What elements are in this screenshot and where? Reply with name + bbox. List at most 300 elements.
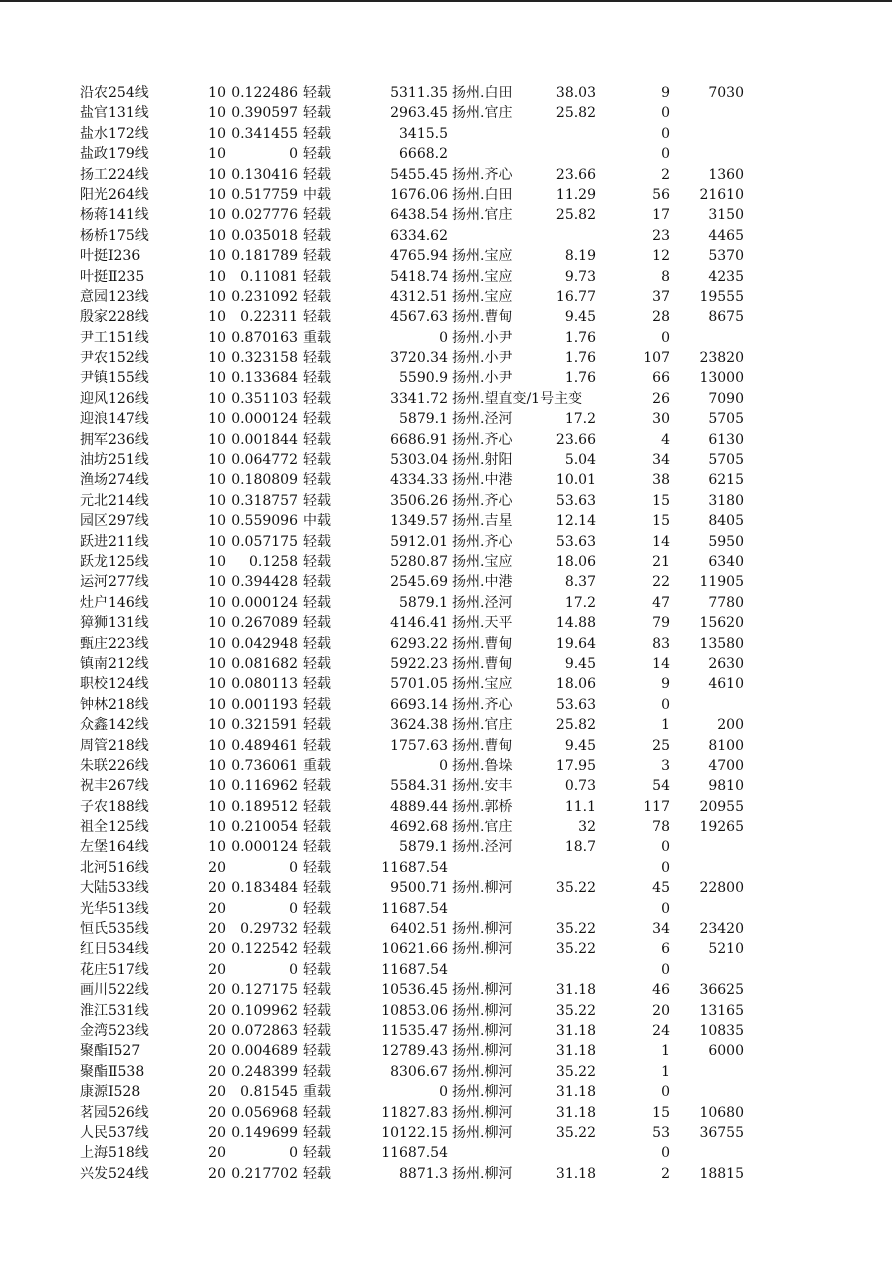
count-cell: 0 (661, 329, 670, 346)
transformer-capacity-cell: 9810 (708, 778, 744, 795)
load-level-cell: 轻载 (303, 961, 331, 978)
count-cell: 24 (652, 1022, 670, 1039)
voltage-cell: 10 (208, 513, 226, 530)
count-cell: 56 (652, 186, 670, 203)
transformer-capacity-cell: 18815 (699, 1165, 744, 1182)
count-cell: 30 (652, 411, 670, 428)
distance-cell: 18.06 (555, 553, 596, 570)
load-ratio-cell: 0.000124 (231, 839, 298, 856)
capacity-cell: 6686.91 (390, 431, 448, 448)
load-level-cell: 轻载 (303, 227, 331, 244)
count-cell: 12 (652, 248, 670, 265)
feeder-name-cell: 康源Ⅰ528 (80, 1084, 141, 1101)
table-row (0, 165, 892, 185)
voltage-cell: 20 (208, 961, 226, 978)
count-cell: 54 (652, 778, 670, 795)
capacity-cell: 5912.01 (390, 533, 448, 550)
capacity-cell: 8306.67 (390, 1063, 448, 1080)
count-cell: 28 (652, 309, 670, 326)
distance-cell: 1.76 (564, 350, 596, 367)
load-level-cell: 轻载 (303, 1002, 331, 1019)
transformer-capacity-cell: 19265 (699, 819, 744, 836)
voltage-cell: 10 (208, 594, 226, 611)
voltage-cell: 10 (208, 737, 226, 754)
count-cell: 21 (652, 553, 670, 570)
transformer-capacity-cell: 11905 (699, 574, 744, 591)
table-row (0, 511, 892, 531)
feeder-name-cell: 大陆533线 (80, 880, 149, 897)
distance-cell: 5.04 (564, 452, 596, 469)
feeder-name-cell: 人民537线 (80, 1124, 149, 1141)
load-ratio-cell: 0.080113 (231, 676, 298, 693)
count-cell: 0 (661, 105, 670, 122)
table-row (0, 572, 892, 592)
load-level-cell: 轻载 (303, 370, 331, 387)
feeder-name-cell: 渔场274线 (80, 472, 149, 489)
transformer-capacity-cell: 21610 (699, 186, 744, 203)
substation-cell: 扬州.官庄 (452, 819, 513, 836)
table-row (0, 124, 892, 144)
count-cell: 66 (652, 370, 670, 387)
load-ratio-cell: 0.116962 (231, 778, 298, 795)
load-level-cell: 轻载 (303, 553, 331, 570)
feeder-name-cell: 北河516线 (80, 859, 149, 876)
capacity-cell: 3415.5 (399, 125, 448, 142)
transformer-capacity-cell: 6340 (708, 553, 744, 570)
feeder-name-cell: 拥军236线 (80, 431, 149, 448)
count-cell: 0 (661, 839, 670, 856)
voltage-cell: 10 (208, 309, 226, 326)
voltage-cell: 10 (208, 553, 226, 570)
count-cell: 34 (652, 452, 670, 469)
substation-cell: 扬州.宝应 (452, 553, 513, 570)
table-row (0, 715, 892, 735)
table-row (0, 246, 892, 266)
voltage-cell: 10 (208, 798, 226, 815)
table-row (0, 776, 892, 796)
distance-cell: 18.7 (564, 839, 596, 856)
load-level-cell: 轻载 (303, 431, 331, 448)
capacity-cell: 3506.26 (390, 492, 448, 509)
load-ratio-cell: 0.183484 (231, 880, 298, 897)
count-cell: 23 (652, 227, 670, 244)
table-row (0, 674, 892, 694)
substation-cell: 扬州.柳河 (452, 1165, 513, 1182)
distance-cell: 11.29 (555, 186, 596, 203)
load-ratio-cell: 0.133684 (231, 370, 298, 387)
feeder-name-cell: 左堡164线 (80, 839, 149, 856)
distance-cell: 17.2 (564, 411, 596, 428)
count-cell: 15 (652, 492, 670, 509)
transformer-capacity-cell: 8675 (708, 309, 744, 326)
table-row (0, 736, 892, 756)
capacity-cell: 5879.1 (399, 594, 448, 611)
capacity-cell: 5418.74 (390, 268, 448, 285)
load-level-cell: 重载 (303, 329, 331, 346)
load-ratio-cell: 0 (289, 146, 298, 163)
table-row (0, 919, 892, 939)
voltage-cell: 10 (208, 146, 226, 163)
load-level-cell: 轻载 (303, 452, 331, 469)
voltage-cell: 10 (208, 778, 226, 795)
substation-cell: 扬州.泾河 (452, 839, 513, 856)
table-row (0, 409, 892, 429)
load-level-cell: 轻载 (303, 676, 331, 693)
load-ratio-cell: 0.180809 (231, 472, 298, 489)
substation-cell: 扬州.吉星 (452, 513, 513, 530)
load-ratio-cell: 0.11081 (240, 268, 298, 285)
load-ratio-cell: 0.29732 (240, 921, 298, 938)
substation-cell: 扬州.柳河 (452, 1124, 513, 1141)
count-cell: 15 (652, 513, 670, 530)
load-level-cell: 轻载 (303, 350, 331, 367)
transformer-capacity-cell: 5370 (708, 248, 744, 265)
distance-cell: 9.45 (564, 737, 596, 754)
voltage-cell: 20 (208, 1022, 226, 1039)
capacity-cell: 5311.35 (390, 85, 448, 101)
feeder-name-cell: 祖全125线 (80, 819, 149, 836)
distance-cell: 16.77 (555, 288, 596, 305)
load-ratio-cell: 0 (289, 900, 298, 917)
capacity-cell: 6402.51 (390, 921, 448, 938)
load-level-cell: 轻载 (303, 696, 331, 713)
load-ratio-cell: 0.149699 (231, 1124, 298, 1141)
transformer-capacity-cell: 4610 (708, 676, 744, 693)
table-row (0, 939, 892, 959)
distance-cell: 38.03 (555, 85, 596, 101)
capacity-cell: 4567.63 (390, 309, 448, 326)
table-row (0, 593, 892, 613)
capacity-cell: 6293.22 (390, 635, 448, 652)
load-ratio-cell: 0.1258 (249, 553, 298, 570)
substation-cell: 扬州.鲁垛 (452, 757, 513, 774)
load-ratio-cell: 0.001193 (231, 696, 298, 713)
count-cell: 9 (661, 85, 670, 101)
load-ratio-cell: 0.189512 (231, 798, 298, 815)
load-ratio-cell: 0.231092 (231, 288, 298, 305)
distance-cell: 31.18 (555, 1022, 596, 1039)
load-ratio-cell: 0.559096 (231, 513, 298, 530)
count-cell: 34 (652, 921, 670, 938)
load-level-cell: 重载 (303, 757, 331, 774)
load-level-cell: 轻载 (303, 819, 331, 836)
transformer-capacity-cell: 4465 (708, 227, 744, 244)
distance-cell: 35.22 (555, 1002, 596, 1019)
distance-cell: 35.22 (555, 921, 596, 938)
distance-cell: 25.82 (555, 105, 596, 122)
voltage-cell: 10 (208, 533, 226, 550)
feeder-name-cell: 元北214线 (80, 492, 149, 509)
substation-cell: 扬州.齐心 (452, 696, 513, 713)
distance-cell: 9.45 (564, 309, 596, 326)
transformer-capacity-cell: 13580 (699, 635, 744, 652)
table-row (0, 756, 892, 776)
transformer-capacity-cell: 7090 (708, 390, 744, 407)
count-cell: 0 (661, 125, 670, 142)
substation-cell: 扬州.官庄 (452, 717, 513, 734)
load-ratio-cell: 0.517759 (231, 186, 298, 203)
transformer-capacity-cell: 7780 (708, 594, 744, 611)
distance-cell: 53.63 (555, 492, 596, 509)
capacity-cell: 6438.54 (390, 207, 448, 224)
substation-cell: 扬州.小尹 (452, 329, 513, 346)
count-cell: 25 (652, 737, 670, 754)
capacity-cell: 5455.45 (390, 166, 448, 183)
voltage-cell: 10 (208, 350, 226, 367)
voltage-cell: 20 (208, 1145, 226, 1162)
load-ratio-cell: 0.210054 (231, 819, 298, 836)
transformer-capacity-cell: 5210 (708, 941, 744, 958)
feeder-name-cell: 众鑫142线 (80, 717, 149, 734)
table-row (0, 1103, 892, 1123)
feeder-name-cell: 意园123线 (80, 288, 149, 305)
capacity-cell: 4889.44 (390, 798, 448, 815)
voltage-cell: 20 (208, 1043, 226, 1060)
capacity-cell: 5922.23 (390, 655, 448, 672)
load-ratio-cell: 0.181789 (231, 248, 298, 265)
load-ratio-cell: 0.22311 (240, 309, 298, 326)
transformer-capacity-cell: 4235 (708, 268, 744, 285)
feeder-name-cell: 运河277线 (80, 574, 149, 591)
table-row (0, 267, 892, 287)
substation-cell: 扬州.中港 (452, 574, 513, 591)
load-level-cell: 轻载 (303, 900, 331, 917)
load-ratio-cell: 0.057175 (231, 533, 298, 550)
load-ratio-cell: 0.267089 (231, 615, 298, 632)
distance-cell: 35.22 (555, 880, 596, 897)
count-cell: 0 (661, 1084, 670, 1101)
capacity-cell: 0 (439, 329, 448, 346)
substation-cell: 扬州.宝应 (452, 676, 513, 693)
capacity-cell: 12789.43 (381, 1043, 448, 1060)
distance-cell: 31.18 (555, 1165, 596, 1182)
voltage-cell: 10 (208, 839, 226, 856)
substation-cell: 扬州.小尹 (452, 370, 513, 387)
load-level-cell: 轻载 (303, 1145, 331, 1162)
table-row (0, 1082, 892, 1102)
voltage-cell: 10 (208, 615, 226, 632)
count-cell: 38 (652, 472, 670, 489)
distance-cell: 53.63 (555, 533, 596, 550)
capacity-cell: 0 (439, 1084, 448, 1101)
transformer-capacity-cell: 1360 (708, 166, 744, 183)
distance-cell: 35.22 (555, 1063, 596, 1080)
table-row (0, 797, 892, 817)
load-level-cell: 轻载 (303, 655, 331, 672)
distance-cell: 53.63 (555, 696, 596, 713)
transformer-capacity-cell: 4700 (708, 757, 744, 774)
feeder-name-cell: 杨蒋141线 (80, 207, 149, 224)
feeder-name-cell: 子农188线 (80, 798, 149, 815)
distance-cell: 35.22 (555, 1124, 596, 1141)
feeder-name-cell: 光华513线 (80, 900, 149, 917)
load-level-cell: 轻载 (303, 717, 331, 734)
table-row (0, 1123, 892, 1143)
feeder-name-cell: 迎风126线 (80, 390, 149, 407)
feeder-name-cell: 聚酯Ⅰ527 (80, 1043, 141, 1060)
voltage-cell: 10 (208, 635, 226, 652)
load-level-cell: 轻载 (303, 778, 331, 795)
load-ratio-cell: 0.081682 (231, 655, 298, 672)
distance-cell: 18.06 (555, 676, 596, 693)
load-ratio-cell: 0.318757 (231, 492, 298, 509)
capacity-cell: 2963.45 (390, 105, 448, 122)
table-row (0, 532, 892, 552)
distance-cell: 35.22 (555, 941, 596, 958)
count-cell: 0 (661, 1145, 670, 1162)
capacity-cell: 2545.69 (390, 574, 448, 591)
distance-cell: 1.76 (564, 329, 596, 346)
feeder-name-cell: 尹农152线 (80, 350, 149, 367)
load-ratio-cell: 0.323158 (231, 350, 298, 367)
load-level-cell: 轻载 (303, 411, 331, 428)
transformer-capacity-cell: 5950 (708, 533, 744, 550)
count-cell: 14 (652, 655, 670, 672)
load-level-cell: 轻载 (303, 737, 331, 754)
feeder-name-cell: 金湾523线 (80, 1022, 149, 1039)
voltage-cell: 10 (208, 370, 226, 387)
transformer-capacity-cell: 13000 (699, 370, 744, 387)
voltage-cell: 10 (208, 390, 226, 407)
capacity-cell: 4692.68 (390, 819, 448, 836)
substation-cell: 扬州.柳河 (452, 1063, 513, 1080)
load-ratio-cell: 0.341455 (231, 125, 298, 142)
table-row (0, 1021, 892, 1041)
count-cell: 53 (652, 1124, 670, 1141)
load-level-cell: 轻载 (303, 635, 331, 652)
load-level-cell: 轻载 (303, 615, 331, 632)
voltage-cell: 10 (208, 288, 226, 305)
count-cell: 83 (652, 635, 670, 652)
capacity-cell: 5280.87 (390, 553, 448, 570)
capacity-cell: 6668.2 (399, 146, 448, 163)
transformer-capacity-cell: 6000 (708, 1043, 744, 1060)
transformer-capacity-cell: 6130 (708, 431, 744, 448)
load-ratio-cell: 0.001844 (231, 431, 298, 448)
count-cell: 47 (652, 594, 670, 611)
feeder-name-cell: 镇南212线 (80, 655, 149, 672)
substation-cell: 扬州.柳河 (452, 1084, 513, 1101)
capacity-cell: 1757.63 (390, 737, 448, 754)
voltage-cell: 20 (208, 921, 226, 938)
load-ratio-cell: 0.056968 (231, 1104, 298, 1121)
load-level-cell: 轻载 (303, 146, 331, 163)
transformer-capacity-cell: 200 (717, 717, 744, 734)
table-row (0, 205, 892, 225)
substation-cell: 扬州.齐心 (452, 431, 513, 448)
load-level-cell: 轻载 (303, 268, 331, 285)
count-cell: 78 (652, 819, 670, 836)
feeder-name-cell: 茗园526线 (80, 1104, 149, 1121)
capacity-cell: 10621.66 (381, 941, 448, 958)
feeder-name-cell: 沿农254线 (80, 85, 149, 101)
capacity-cell: 4146.41 (390, 615, 448, 632)
transformer-capacity-cell: 10680 (699, 1104, 744, 1121)
substation-cell: 扬州.柳河 (452, 1104, 513, 1121)
feeder-name-cell: 聚酯Ⅱ538 (80, 1063, 145, 1080)
voltage-cell: 10 (208, 676, 226, 693)
transformer-capacity-cell: 22800 (699, 880, 744, 897)
feeder-name-cell: 钟林218线 (80, 696, 149, 713)
count-cell: 1 (661, 1063, 670, 1080)
load-ratio-cell: 0.217702 (231, 1165, 298, 1182)
load-ratio-cell: 0.122486 (231, 85, 298, 101)
distance-cell: 25.82 (555, 207, 596, 224)
feeder-name-cell: 跃进211线 (80, 533, 149, 550)
voltage-cell: 10 (208, 329, 226, 346)
substation-cell: 扬州.郭桥 (452, 798, 513, 815)
transformer-capacity-cell: 5705 (708, 452, 744, 469)
substation-cell: 扬州.柳河 (452, 880, 513, 897)
voltage-cell: 10 (208, 655, 226, 672)
transformer-capacity-cell: 6215 (708, 472, 744, 489)
capacity-cell: 11827.83 (381, 1104, 448, 1121)
load-level-cell: 轻载 (303, 1165, 331, 1182)
table-row (0, 328, 892, 348)
feeder-name-cell: 杨桥175线 (80, 227, 149, 244)
table-row (0, 634, 892, 654)
feeder-name-cell: 迎浪147线 (80, 411, 149, 428)
load-level-cell: 轻载 (303, 1022, 331, 1039)
load-ratio-cell: 0 (289, 859, 298, 876)
count-cell: 6 (661, 941, 670, 958)
load-ratio-cell: 0.127175 (231, 982, 298, 999)
voltage-cell: 10 (208, 452, 226, 469)
load-ratio-cell: 0.109962 (231, 1002, 298, 1019)
transformer-capacity-cell: 5705 (708, 411, 744, 428)
table-row (0, 103, 892, 123)
substation-cell: 扬州.齐心 (452, 492, 513, 509)
capacity-cell: 3624.38 (390, 717, 448, 734)
table-row (0, 226, 892, 246)
substation-cell: 扬州.望直变/1号主变 (452, 390, 583, 407)
load-level-cell: 轻载 (303, 533, 331, 550)
substation-cell: 扬州.中港 (452, 472, 513, 489)
voltage-cell: 10 (208, 186, 226, 203)
count-cell: 117 (643, 798, 670, 815)
distance-cell: 12.14 (555, 513, 596, 530)
feeder-name-cell: 祝丰267线 (80, 778, 149, 795)
distance-cell: 14.88 (555, 615, 596, 632)
capacity-cell: 10122.15 (381, 1124, 448, 1141)
distance-cell: 17.95 (555, 757, 596, 774)
feeder-name-cell: 职校124线 (80, 676, 149, 693)
feeder-name-cell: 殷家228线 (80, 309, 149, 326)
feeder-name-cell: 兴发524线 (80, 1165, 149, 1182)
count-cell: 2 (661, 1165, 670, 1182)
load-ratio-cell: 0.394428 (231, 574, 298, 591)
table-row (0, 368, 892, 388)
feeder-name-cell: 红日534线 (80, 941, 149, 958)
feeder-name-cell: 叶挺Ⅰ236 (80, 248, 141, 265)
count-cell: 0 (661, 859, 670, 876)
count-cell: 15 (652, 1104, 670, 1121)
load-level-cell: 轻载 (303, 921, 331, 938)
substation-cell: 扬州.柳河 (452, 921, 513, 938)
table-row (0, 695, 892, 715)
voltage-cell: 20 (208, 1104, 226, 1121)
transformer-capacity-cell: 8405 (708, 513, 744, 530)
load-level-cell: 轻载 (303, 472, 331, 489)
load-ratio-cell: 0.130416 (231, 166, 298, 183)
distance-cell: 19.64 (555, 635, 596, 652)
load-ratio-cell: 0.390597 (231, 105, 298, 122)
transformer-capacity-cell: 36625 (699, 982, 744, 999)
substation-cell: 扬州.柳河 (452, 1002, 513, 1019)
substation-cell: 扬州.柳河 (452, 1022, 513, 1039)
count-cell: 0 (661, 900, 670, 917)
capacity-cell: 5879.1 (399, 411, 448, 428)
